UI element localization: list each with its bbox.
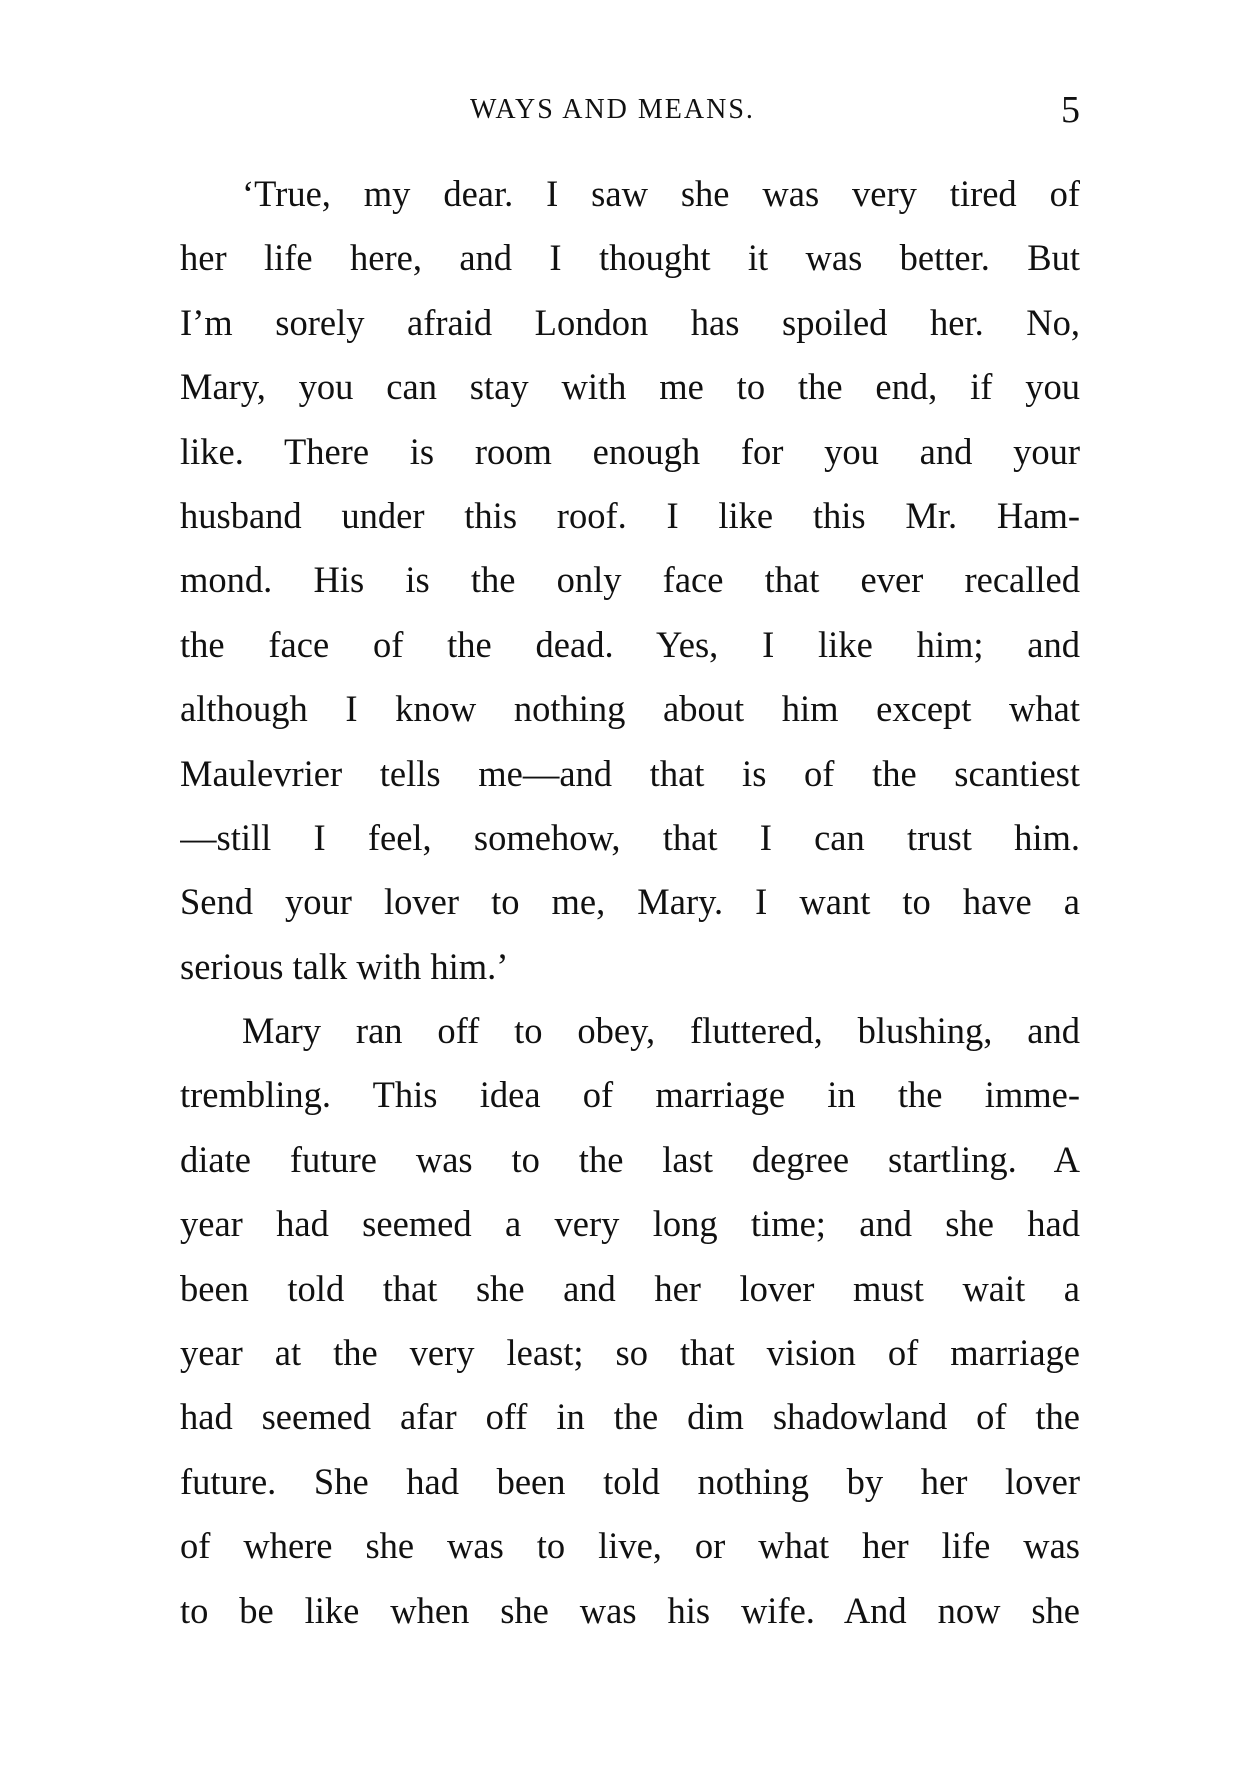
text-line: the face of the dead. Yes, I like him; and bbox=[180, 623, 1080, 665]
text-line: I’m sorely afraid London has spoiled her. No, bbox=[180, 301, 1080, 343]
text-line: Mary, you can stay with me to the end, if you bbox=[180, 366, 1080, 408]
text-line: future. She had been told nothing by her lover bbox=[180, 1460, 1080, 1502]
running-title: WAYS AND MEANS. bbox=[470, 94, 755, 125]
text-line: her life here, and I thought it was better. But bbox=[180, 237, 1080, 279]
text-line: year at the very least; so that vision of marriage bbox=[180, 1332, 1080, 1374]
text-line: like. There is room enough for you and your bbox=[180, 430, 1080, 472]
text-line: Mary ran off to obey, fluttered, blushing, and bbox=[242, 1010, 1080, 1052]
text-line: trembling. This idea of marriage in the imme- bbox=[180, 1074, 1080, 1116]
text-line: Maulevrier tells me—and that is of the scantiest bbox=[180, 752, 1080, 794]
running-head bbox=[180, 88, 1080, 148]
text-line: ‘True, my dear. I saw she was very tired of bbox=[242, 173, 1080, 214]
text-line: husband under this roof. I like this Mr. Ham- bbox=[180, 494, 1080, 536]
text-line: —still I feel, somehow, that I can trust him. bbox=[180, 816, 1080, 858]
text-line: serious talk with him.’ bbox=[180, 945, 509, 987]
text-line: been told that she and her lover must wait a bbox=[180, 1267, 1080, 1309]
text-line: Send your lover to me, Mary. I want to have a bbox=[180, 881, 1080, 923]
text-line: to be like when she was his wife. And now she bbox=[180, 1589, 1080, 1631]
text-line: mond. His is the only face that ever recalled bbox=[180, 559, 1080, 601]
text-line: had seemed afar off in the dim shadowland of the bbox=[180, 1396, 1080, 1438]
text-line: although I know nothing about him except what bbox=[180, 688, 1080, 730]
page-number: 5 bbox=[1061, 89, 1080, 131]
text-line: year had seemed a very long time; and she had bbox=[180, 1203, 1080, 1245]
body-text bbox=[180, 162, 1080, 1643]
text-line: of where she was to live, or what her life was bbox=[180, 1525, 1080, 1567]
text-line: diate future was to the last degree startling. A bbox=[180, 1138, 1080, 1180]
